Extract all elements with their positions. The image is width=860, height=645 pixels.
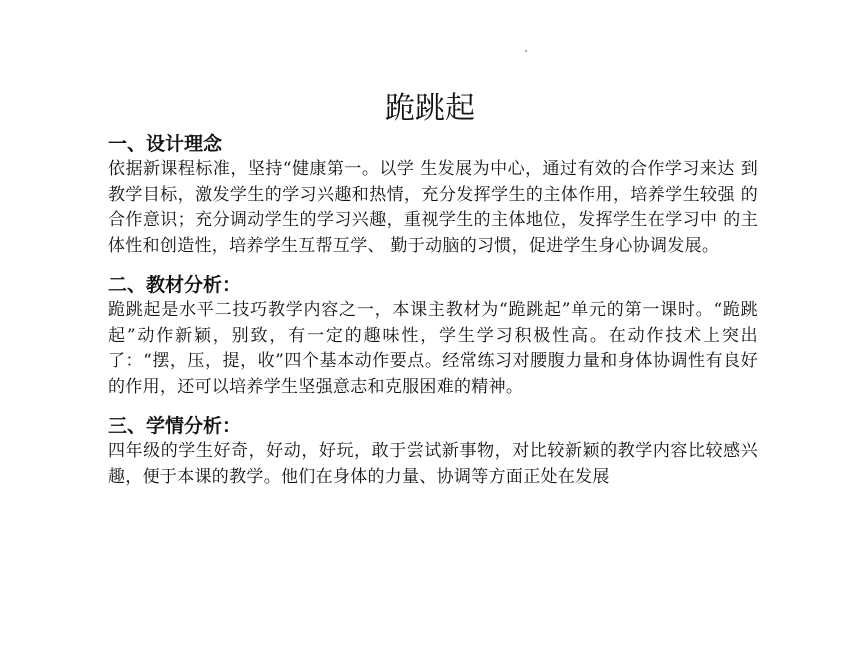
document-title: 跪跳起	[385, 91, 475, 126]
section-paragraph: 依据新课程标准，坚持“健康第一。以学 生发展为中心，通过有效的合作学习来达 到教学目标，激发学生的学习兴趣和热情，充分发挥学生的主体作用，培养学生较强 的合作意识；充分调动学生的学习兴趣，重视学生的主体地位，发挥学生在学习中 的主体性和创造性，培养学生互帮互学、 勤于动脑的习惯，促进学生身心协调发展。	[108, 159, 758, 256]
section-material-analysis	[108, 272, 758, 400]
section-design-concept	[108, 131, 758, 259]
section-paragraph: 四年级的学生好奇，好动，好玩，敢于尝试新事物，对比较新颖的教学内容比较感兴趣，便于本课的教学。他们在身体的力量、协调等方面正处在发展	[108, 441, 758, 487]
section-heading: 三、学情分析：	[108, 415, 242, 437]
section-student-analysis	[108, 413, 758, 490]
decorative-dot	[525, 50, 527, 52]
section-heading: 二、教材分析：	[108, 274, 242, 296]
document-body	[108, 131, 758, 503]
section-paragraph: 跪跳起是水平二技巧教学内容之一，本课主教材为“跪跳起”单元的第一课时。“跪跳起”动作新颖，别致，有一定的趣味性，学生学习积极性高。在动作技术上突出了：“摆，压，提，收”四个基本动作要点。经常练习对腰腹力量和身体协调性有良好的作用，还可以培养学生坚强意志和克服困难的精神。	[108, 300, 758, 397]
section-heading: 一、设计理念	[108, 133, 223, 155]
